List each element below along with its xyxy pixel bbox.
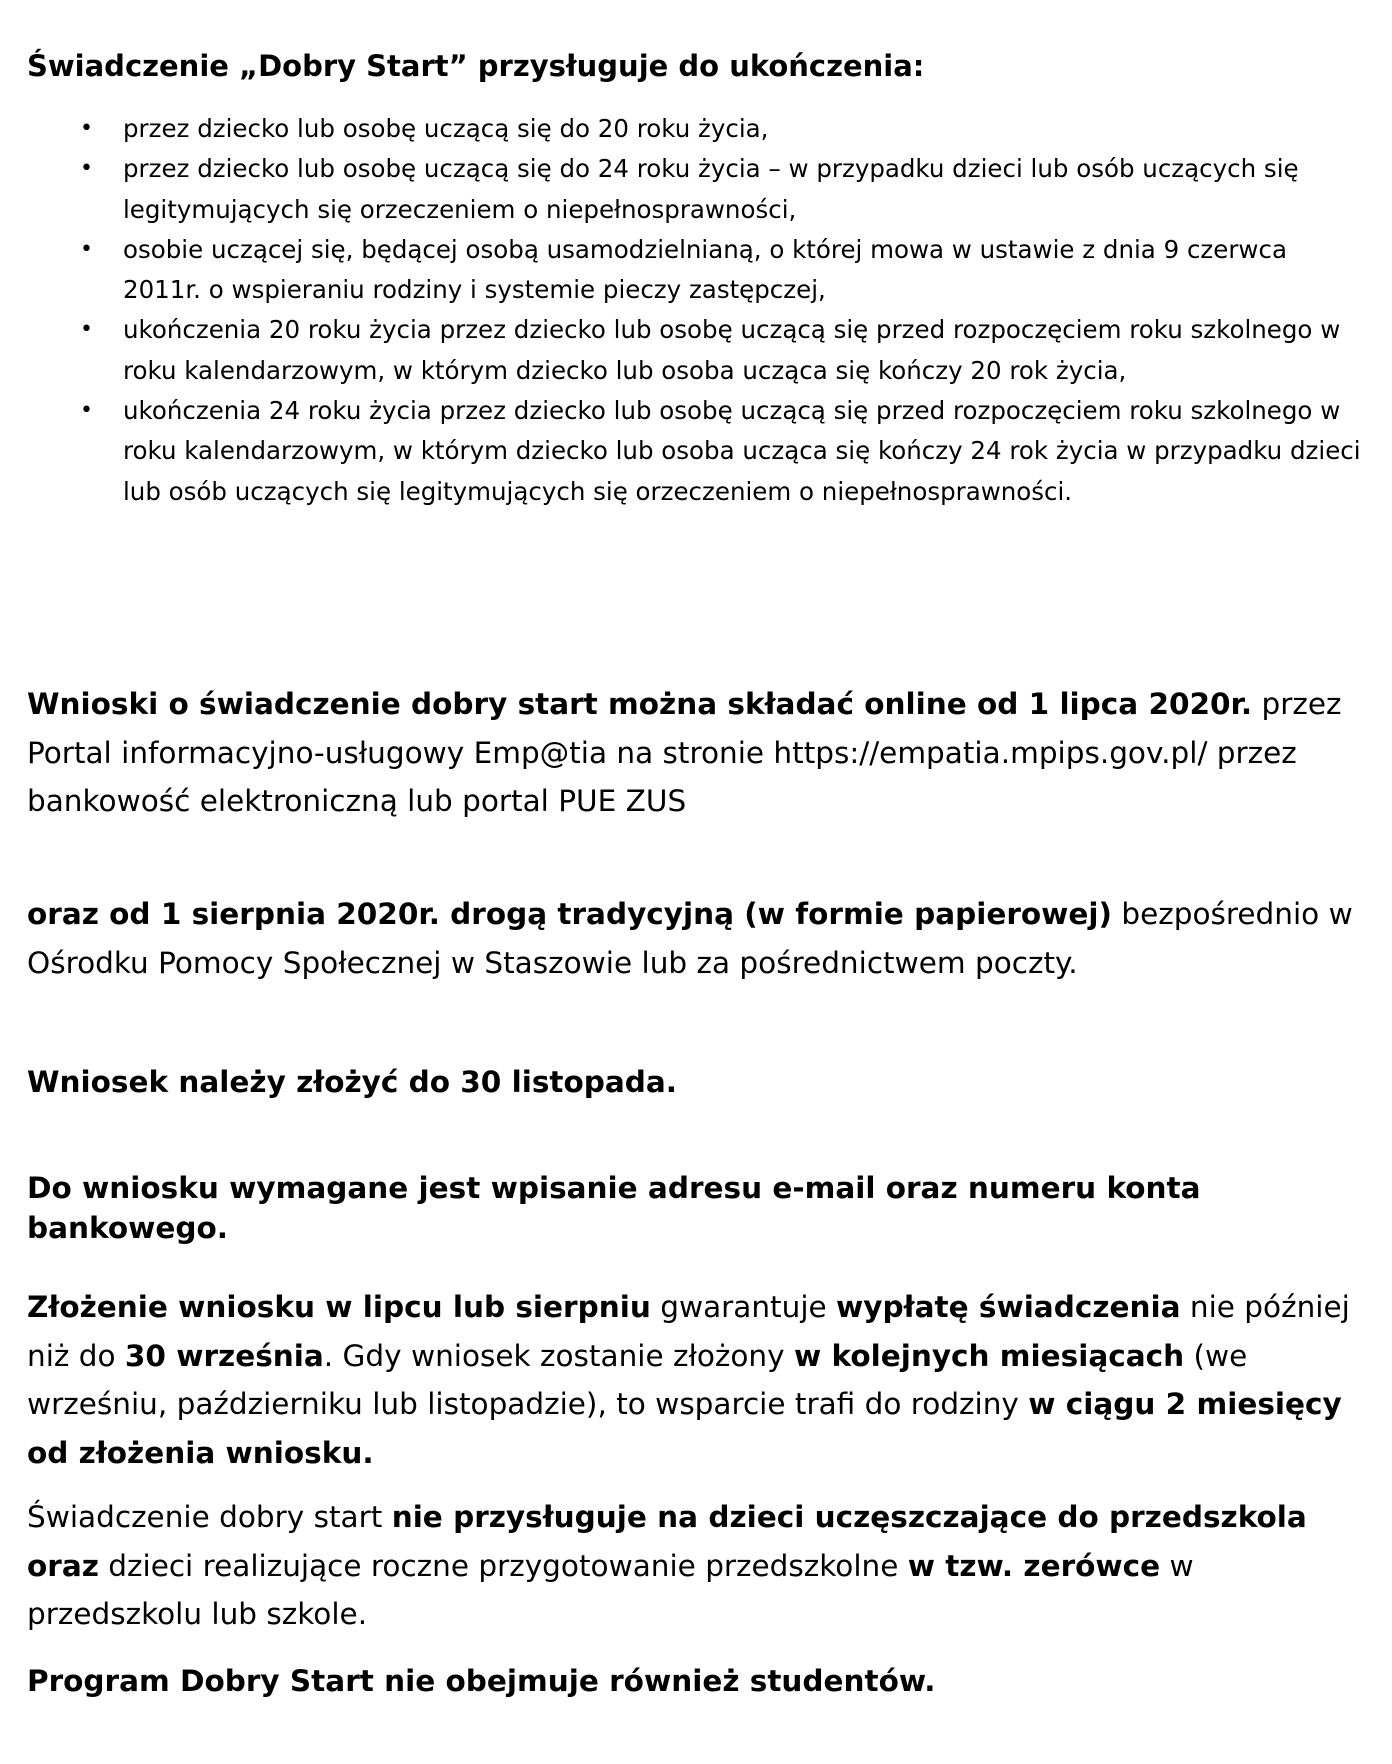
list-item xyxy=(27,310,1367,391)
payment-bold-4: w kolejnych miesiącach xyxy=(793,1338,1185,1373)
payment-bold-5: w ciągu 2 miesięcy od złożenia wniosku. xyxy=(27,1387,1342,1470)
list-item-text: osobie uczącej się, będącej osobą usamodzielnianą, o której mowa w ustawie z dnia 9 czerwca 2011r. o wspieraniu rodziny i systemie pieczy zastępczej, xyxy=(123,234,1287,305)
list-item-text: ukończenia 24 roku życia przez dziecko lub osobę uczącą się przed rozpoczęciem roku szkolnego w roku kalendarzowym, w którym dziecko lub osoba ucząca się kończy 24 rok życia w przypadku dzieci lub osób uczących się legitymujących się orzeczeniem o niepełnosprawności. xyxy=(123,396,1361,506)
payment-text-4: (we wrześniu, październiku lub listopadzie), to wsparcie trafi do rodziny xyxy=(27,1338,1248,1421)
payment-bold-3: 30 września xyxy=(124,1338,324,1373)
payment-text-2: nie później niż do xyxy=(27,1290,1350,1373)
bullet-icon: • xyxy=(80,156,93,182)
payment-bold-2: wypłatę świadczenia xyxy=(836,1290,1181,1324)
preschool-paragraph xyxy=(27,1493,1357,1639)
bullet-icon: • xyxy=(80,317,93,343)
preschool-bold-2: w tzw. zerówce xyxy=(907,1548,1161,1583)
bullet-icon: • xyxy=(80,236,93,262)
bullet-icon: • xyxy=(80,398,93,424)
list-item xyxy=(27,109,1367,149)
preschool-text-3: w przedszkolu lub szkole. xyxy=(27,1548,1194,1631)
students-paragraph: Program Dobry Start nie obejmuje również studentów. xyxy=(27,1664,936,1698)
list-item xyxy=(27,391,1367,512)
online-application-bold: Wnioski o świadczenie dobry start można składać online od 1 lipca 2020r. xyxy=(27,687,1253,721)
list-item xyxy=(27,149,1367,230)
list-item-text: przez dziecko lub osobę uczącą się do 24 roku życia – w przypadku dzieci lub osób uczących się legitymujących się orzeczeniem o niepełnosprawności, xyxy=(123,154,1299,224)
document-heading: Świadczenie „Dobry Start” przysługuje do ukończenia: xyxy=(27,49,925,83)
deadline-paragraph: Wniosek należy złożyć do 30 listopada. xyxy=(27,1065,677,1099)
payment-text-1: gwarantuje xyxy=(650,1290,837,1324)
paper-application-bold: oraz od 1 sierpnia 2020r. drogą tradycyjną (w formie papierowej) xyxy=(27,897,1113,931)
online-application-paragraph xyxy=(27,680,1357,826)
list-item xyxy=(27,230,1367,311)
online-application-text: przez Portal informacyjno-usługowy Emp@tia na stronie https://empatia.mpips.gov.pl/ przez bankowość elektroniczną lub portal PUE ZUS xyxy=(27,687,1342,818)
paper-application-paragraph xyxy=(27,890,1357,987)
list-item-text: przez dziecko lub osobę uczącą się do 20 roku życia, xyxy=(123,114,769,143)
payment-bold-1: Złożenie wniosku w lipcu lub sierpniu xyxy=(27,1290,651,1324)
email-requirement-paragraph: Do wniosku wymagane jest wpisanie adresu e-mail oraz numeru konta bankowego. xyxy=(27,1171,1201,1245)
preschool-bold-1: nie przysługuje na dzieci uczęszczające do przedszkola oraz xyxy=(27,1500,1307,1583)
list-item-text: ukończenia 20 roku życia przez dziecko lub osobę uczącą się przed rozpoczęciem roku szkolnego w roku kalendarzowym, w którym dziecko lub osoba ucząca się kończy 20 rok życia, xyxy=(123,315,1341,385)
preschool-text-2: dzieci realizujące roczne przygotowanie przedszkolne xyxy=(98,1548,908,1583)
paper-application-text: bezpośrednio w Ośrodku Pomocy Społecznej w Staszowie lub za pośrednictwem poczty. xyxy=(27,897,1353,980)
bullet-icon: • xyxy=(80,116,93,141)
payment-text-3: . Gdy wniosek zostanie złożony xyxy=(323,1338,794,1373)
preschool-text-1: Świadczenie dobry start xyxy=(27,1500,392,1534)
eligibility-list xyxy=(27,109,1367,512)
payment-timing-paragraph xyxy=(27,1283,1357,1477)
